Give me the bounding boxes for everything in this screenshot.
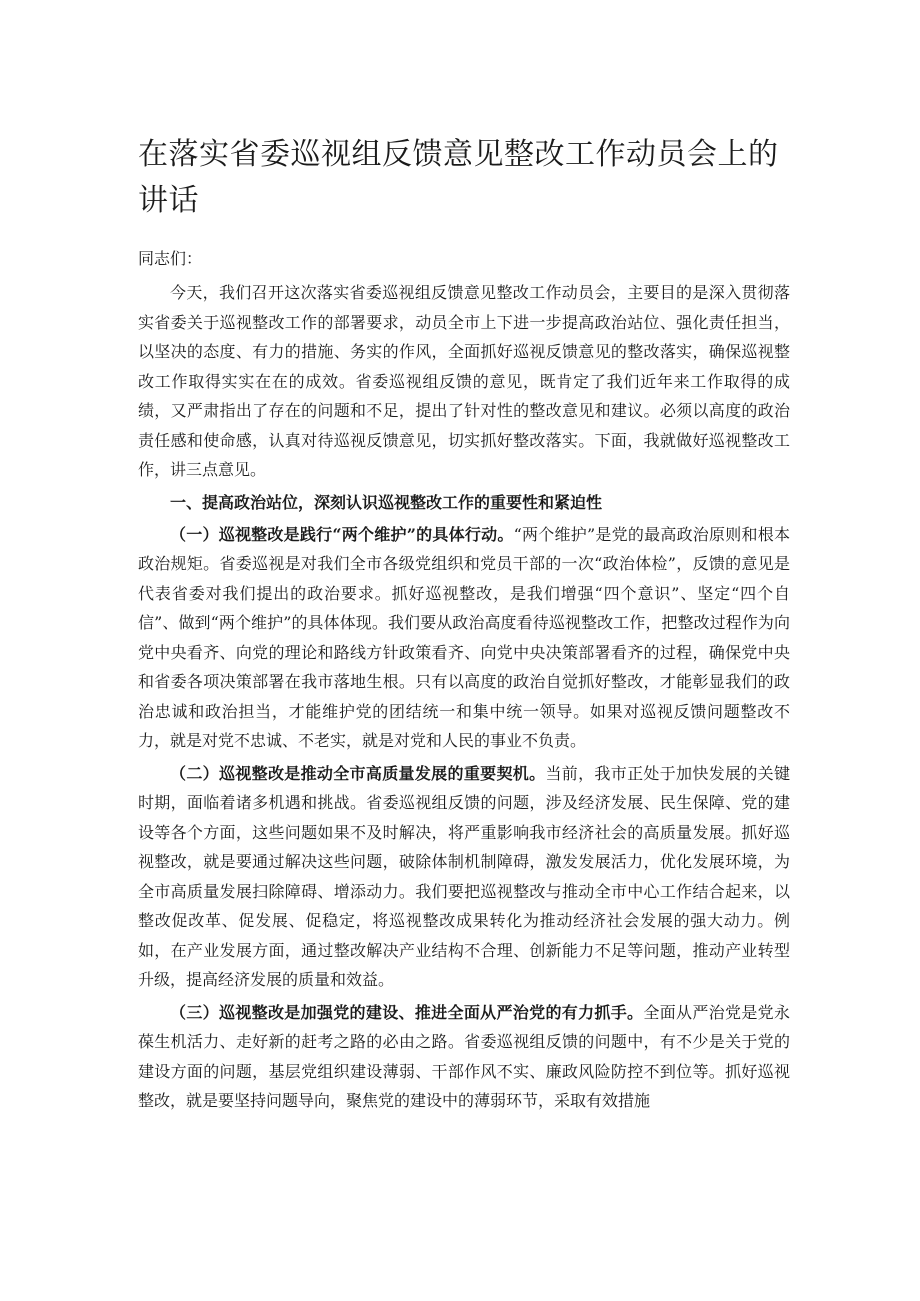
- section-1-heading: 一、提高政治站位，深刻认识巡视整改工作的重要性和紧迫性: [170, 492, 603, 512]
- document-page: [138, 132, 790, 1119]
- section-1-paragraph-1: [138, 520, 790, 756]
- document-title: 在落实省委巡视组反馈意见整改工作动员会上的讲话: [138, 137, 779, 218]
- paragraph-body: 当前，我市正处于加快发展的关键时期，面临着诸多机遇和挑战。省委巡视组反馈的问题，涉及经济发展、民生保障、党的建设等各个方面，这些问题如果不及时解决，将严重影响我市经济社会的高质量发展。抓好巡视整改，就是要通过解决这些问题，破除体制机制障碍，激发发展活力，优化发展环境，为全市高质量发展扫除障碍、增添动力。我们要把巡视整改与推动全市中心工作结合起来，以整改促改革、促发展、促稳定，将巡视整改成果转化为推动经济社会发展的强大动力。例如，在产业发展方面，通过整改解决产业结构不合理、创新能力不足等问题，推动产业转型升级，提高经济发展的质量和效益。: [138, 763, 790, 989]
- paragraph-lead: （一）巡视整改是践行“两个维护”的具体行动。: [170, 524, 514, 544]
- section-1-paragraph-3: [138, 998, 790, 1116]
- section-1-paragraph-2: [138, 759, 790, 995]
- paragraph-lead: （三）巡视整改是加强党的建设、推进全面从严治党的有力抓手。: [170, 1002, 644, 1022]
- salutation: 同志们：: [138, 249, 203, 268]
- paragraph-lead: （二）巡视整改是推动全市高质量发展的重要契机。: [170, 763, 546, 783]
- intro-paragraph: 今天，我们召开这次落实省委巡视组反馈意见整改工作动员会，主要目的是深入贯彻落实省委关于巡视整改工作的部署要求，动员全市上下进一步提高政治站位、强化责任担当，以坚决的态度、有力的措施、务实的作风，全面抓好巡视反馈意见的整改落实，确保巡视整改工作取得实实在在的成效。省委巡视组反馈的意见，既肯定了我们近年来工作取得的成绩，又严肃指出了存在的问题和不足，提出了针对性的整改意见和建议。必须以高度的政治责任感和使命感，认真对待巡视反馈意见，切实抓好整改落实。下面，我就做好巡视整改工作，讲三点意见。: [138, 283, 790, 479]
- paragraph-body: 全面从严治党是党永葆生机活力、走好新的赶考之路的必由之路。省委巡视组反馈的问题中，有不少是关于党的建设方面的问题，基层党组织建设薄弱、干部作风不实、廉政风险防控不到位等。抓好巡视整改，就是要坚持问题导向，聚焦党的建设中的薄弱环节，采取有效措施: [138, 1002, 790, 1110]
- paragraph-body: “两个维护”是党的最高政治原则和根本政治规矩。省委巡视是对我们全市各级党组织和党员干部的一次“政治体检”，反馈的意见是代表省委对我们提出的政治要求。抓好巡视整改，是我们增强“四个意识”、坚定“四个自信”、做到“两个维护”的具体体现。我们要从政治高度看待巡视整改工作，把整改过程作为向党中央看齐、向党的理论和路线方针政策看齐、向党中央决策部署看齐的过程，确保党中央和省委各项决策部署在我市落地生根。只有以高度的政治自觉抓好整改，才能彰显我们的政治忠诚和政治担当，才能维护党的团结统一和集中统一领导。如果对巡视反馈问题整改不力，就是对党不忠诚、不老实，就是对党和人民的事业不负责。: [138, 524, 790, 750]
